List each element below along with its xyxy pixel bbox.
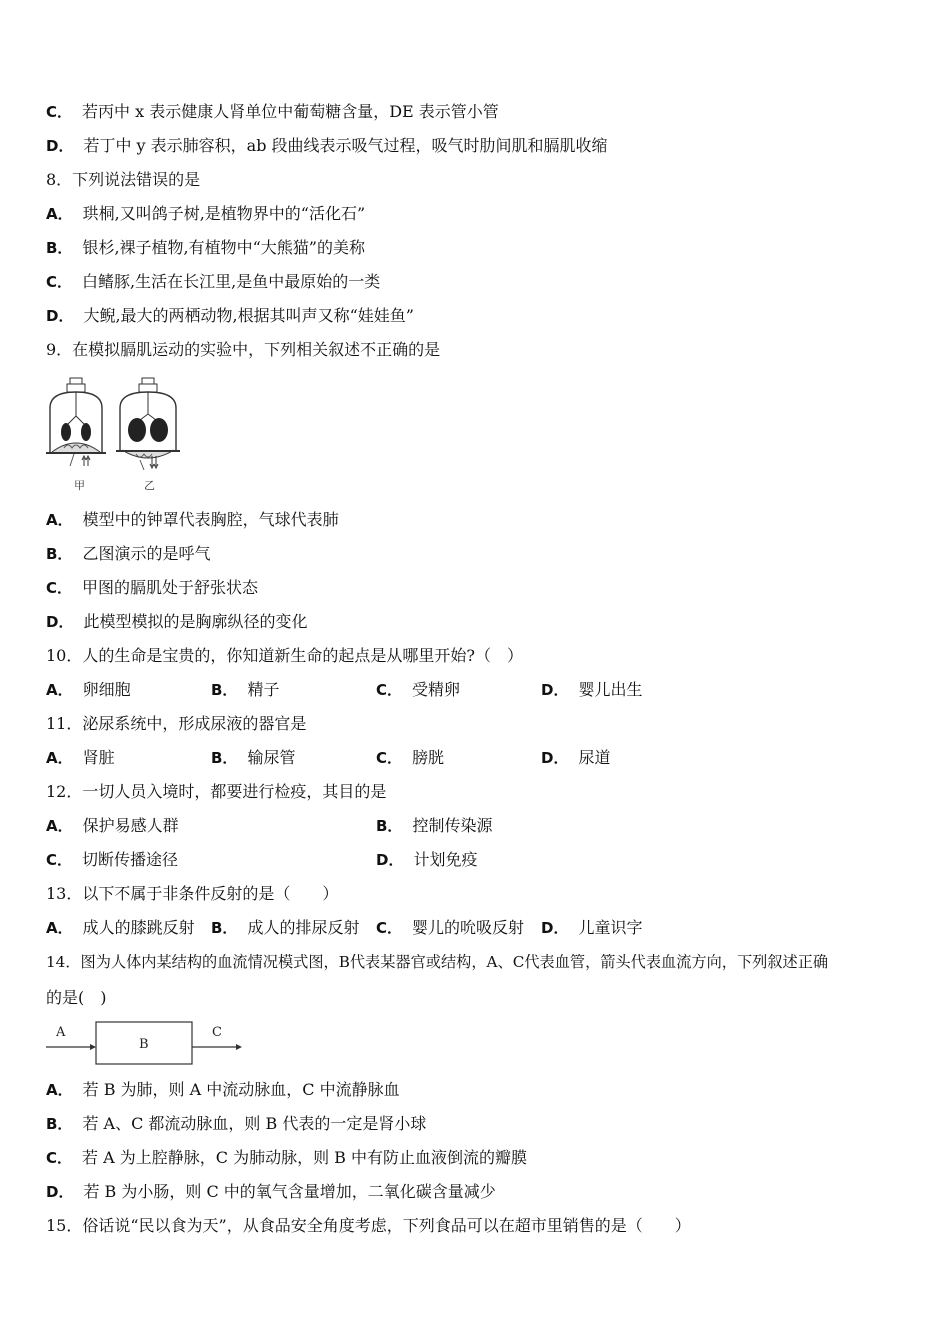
option-label: B． <box>46 1115 73 1133</box>
q14-stem-line1: 14．图为人体内某结构的血流情况模式图，B代表某器官或结构，A、C代表血管，箭头代表血流方向，下列叙述正确 <box>46 953 829 971</box>
option-label: A． <box>46 205 73 223</box>
q14-stem-line2: 的是( ) <box>46 988 107 1007</box>
q12-option-c <box>46 850 178 870</box>
option-label: A． <box>46 1081 73 1099</box>
option-text: 卵细胞 <box>82 680 131 699</box>
option-text: 儿童识字 <box>578 918 643 937</box>
option-text: 此模型模拟的是胸廓纵径的变化 <box>83 612 308 631</box>
option-label: B． <box>211 749 238 767</box>
option-text: 婴儿出生 <box>578 680 643 699</box>
q12-option-a <box>46 816 179 836</box>
option-label: A． <box>46 919 73 937</box>
q9-option-a <box>46 510 339 530</box>
option-label: A． <box>46 681 73 699</box>
option-label: B． <box>211 919 238 937</box>
q12-option-b <box>376 816 492 836</box>
option-text: 甲图的膈肌处于舒张状态 <box>82 578 259 597</box>
option-label: C． <box>376 681 403 699</box>
q14-option-b <box>46 1114 426 1134</box>
q10-option-c <box>376 680 460 700</box>
bell-jar-yi <box>116 378 180 470</box>
q9-option-c <box>46 578 258 598</box>
q15-stem: 15．俗话说“民以食为天”，从食品安全角度考虑，下列食品可以在超市里销售的是（ ） <box>46 1216 691 1235</box>
option-text: 若丁中 y 表示肺容积，ab 段曲线表示吸气过程，吸气时肋间肌和膈肌收缩 <box>83 136 608 155</box>
option-text: 若丙中 x 表示健康人肾单位中葡萄糖含量，DE 表示管小管 <box>82 102 499 121</box>
option-text: 白鳍豚,生活在长江里,是鱼中最原始的一类 <box>82 272 381 291</box>
q13-option-d <box>541 918 642 938</box>
option-text: 控制传染源 <box>412 816 493 835</box>
blood-flow-diagram <box>44 1018 250 1068</box>
q10-option-d <box>541 680 642 700</box>
q14-option-d <box>46 1182 496 1202</box>
q13-option-c <box>376 918 524 938</box>
option-text: 肾脏 <box>82 748 115 767</box>
q8-option-b <box>46 238 365 258</box>
q9-stem: 9．在模拟膈肌运动的实验中，下列相关叙述不正确的是 <box>46 340 441 359</box>
option-label: B． <box>211 681 238 699</box>
option-label: A． <box>46 749 73 767</box>
q11-option-b <box>211 748 295 768</box>
q8-option-a <box>46 204 365 224</box>
option-label: B． <box>46 545 73 563</box>
option-text: 若 B 为肺，则 A 中流动脉血，C 中流静脉血 <box>82 1080 400 1099</box>
q10-option-b <box>211 680 279 700</box>
q10-option-a <box>46 680 131 700</box>
option-text: 大鲵,最大的两栖动物,根据其叫声又称“娃娃鱼” <box>83 306 414 325</box>
q8-option-d <box>46 306 414 326</box>
figure-label-yi: 乙 <box>144 479 155 492</box>
q9-option-b <box>46 544 210 564</box>
option-label: D． <box>541 749 569 767</box>
option-text: 膀胱 <box>412 748 445 767</box>
option-label: D． <box>46 1183 74 1201</box>
figure-label-jia: 甲 <box>74 479 85 492</box>
option-text: 婴儿的吮吸反射 <box>412 918 525 937</box>
q13-option-b <box>211 918 359 938</box>
option-label: D． <box>46 613 74 631</box>
option-label: D． <box>46 137 74 155</box>
option-text: 尿道 <box>578 748 611 767</box>
option-label: C． <box>46 851 73 869</box>
q11-option-c <box>376 748 444 768</box>
option-label: C． <box>46 103 73 121</box>
option-text: 模型中的钟罩代表胸腔，气球代表肺 <box>82 510 339 529</box>
option-label: C． <box>376 749 403 767</box>
option-text: 受精卵 <box>412 680 461 699</box>
option-text: 成人的膝跳反射 <box>82 918 195 937</box>
q8-stem: 8．下列说法错误的是 <box>46 170 201 189</box>
q7-option-d <box>46 136 608 156</box>
q10-stem: 10．人的生命是宝贵的，你知道新生命的起点是从哪里开始?（ ） <box>46 646 523 665</box>
vessel-a-label: A <box>56 1025 66 1040</box>
q11-stem: 11．泌尿系统中，形成尿液的器官是 <box>46 714 307 733</box>
q12-stem: 12．一切人员入境时，都要进行检疫，其目的是 <box>46 782 387 801</box>
option-text: 若 A 为上腔静脉，C 为肺动脉，则 B 中有防止血液倒流的瓣膜 <box>82 1148 528 1167</box>
q8-option-c <box>46 272 380 292</box>
option-label: D． <box>541 919 569 937</box>
q12-option-d <box>376 850 477 870</box>
option-text: 计划免疫 <box>413 850 478 869</box>
option-text: 乙图演示的是呼气 <box>82 544 211 563</box>
option-label: C． <box>46 273 73 291</box>
bell-jar-diaphragm-figure <box>44 374 194 496</box>
option-label: A． <box>46 511 73 529</box>
option-label: D． <box>376 851 404 869</box>
q7-option-c <box>46 102 499 122</box>
bell-jar-jia <box>46 378 106 466</box>
option-text: 保护易感人群 <box>82 816 179 835</box>
option-text: 若 A、C 都流动脉血，则 B 代表的一定是肾小球 <box>82 1114 427 1133</box>
q14-option-c <box>46 1148 527 1168</box>
vessel-c-label: C <box>212 1025 222 1040</box>
option-label: C． <box>46 1149 73 1167</box>
arrow-in-head <box>90 1044 96 1050</box>
option-text: 成人的排尿反射 <box>247 918 360 937</box>
option-text: 若 B 为小肠，则 C 中的氧气含量增加，二氧化碳含量减少 <box>83 1182 496 1201</box>
option-label: B． <box>376 817 403 835</box>
q13-option-a <box>46 918 195 938</box>
option-text: 输尿管 <box>247 748 296 767</box>
q14-option-a <box>46 1080 400 1100</box>
option-label: C． <box>376 919 403 937</box>
option-text: 精子 <box>247 680 280 699</box>
arrow-out-head <box>236 1044 242 1050</box>
option-label: B． <box>46 239 73 257</box>
option-label: A． <box>46 817 73 835</box>
option-text: 切断传播途径 <box>82 850 179 869</box>
option-text: 银杉,裸子植物,有植物中“大熊猫”的美称 <box>82 238 365 257</box>
option-label: D． <box>46 307 74 325</box>
option-label: C． <box>46 579 73 597</box>
q11-option-a <box>46 748 115 768</box>
q13-stem: 13．以下不属于非条件反射的是（ ） <box>46 884 339 903</box>
organ-b-label: B <box>139 1037 149 1052</box>
option-text: 珙桐,又叫鸽子树,是植物界中的“活化石” <box>82 204 366 223</box>
q11-option-d <box>541 748 610 768</box>
option-label: D． <box>541 681 569 699</box>
q9-option-d <box>46 612 307 632</box>
